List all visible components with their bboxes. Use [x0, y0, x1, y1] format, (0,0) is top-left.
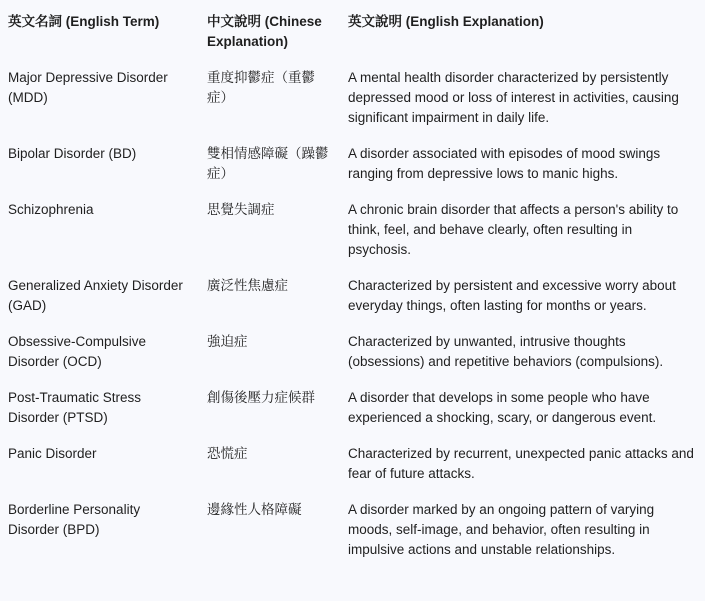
table-row — [0, 380, 705, 436]
table-row — [0, 492, 705, 568]
english-explanation-cell: Characterized by persistent and excessive worry about everyday things, often lasting for months or years. — [348, 278, 676, 313]
english-explanation-cell: A disorder associated with episodes of mood swings ranging from depressive lows to manic highs. — [348, 146, 661, 181]
english-explanation-cell: A disorder marked by an ongoing pattern of varying moods, self-image, and behavior, often resulting in impulsive actions and unstable relationships. — [348, 502, 655, 557]
english-explanation-cell: Characterized by unwanted, intrusive thoughts (obsessions) and repetitive behaviors (compulsions). — [348, 334, 664, 369]
english-explanation-cell: A mental health disorder characterized by persistently depressed mood or loss of interest in activities, causing significant impairment in daily life. — [348, 70, 679, 125]
english-term-cell: Post-Traumatic Stress Disorder (PTSD) — [8, 390, 142, 425]
table-row — [0, 60, 705, 136]
chinese-explanation-cell: 創傷後壓力症候群 — [207, 390, 315, 405]
chinese-explanation-cell: 重度抑鬱症（重鬱症） — [207, 70, 315, 105]
terms-table — [0, 4, 705, 568]
table-row — [0, 268, 705, 324]
english-term-cell: Schizophrenia — [8, 202, 94, 217]
english-explanation-cell: A disorder that develops in some people who have experienced a shocking, scary, or dangerous event. — [348, 390, 657, 425]
english-term-cell: Bipolar Disorder (BD) — [8, 146, 137, 161]
table-row — [0, 324, 705, 380]
english-term-cell: Panic Disorder — [8, 446, 97, 461]
english-term-cell: Obsessive-Compulsive Disorder (OCD) — [8, 334, 147, 369]
chinese-explanation-cell: 思覺失調症 — [207, 202, 275, 217]
chinese-explanation-cell: 強迫症 — [207, 334, 248, 349]
english-explanation-cell: A chronic brain disorder that affects a person's ability to think, feel, and behave clearly, often resulting in psychosis. — [348, 202, 679, 257]
chinese-explanation-cell: 恐慌症 — [207, 446, 248, 461]
english-explanation-cell: Characterized by recurrent, unexpected panic attacks and fear of future attacks. — [348, 446, 694, 481]
english-term-cell: Generalized Anxiety Disorder (GAD) — [8, 278, 183, 313]
header-english-term: 英文名詞 (English Term) — [8, 14, 160, 29]
chinese-explanation-cell: 雙相情感障礙（躁鬱症） — [207, 146, 329, 181]
header-english-explanation: 英文說明 (English Explanation) — [348, 14, 544, 29]
table-row — [0, 436, 705, 492]
table-row — [0, 136, 705, 192]
chinese-explanation-cell: 廣泛性焦慮症 — [207, 278, 288, 293]
english-term-cell: Borderline Personality Disorder (BPD) — [8, 502, 141, 537]
chinese-explanation-cell: 邊緣性人格障礙 — [207, 502, 302, 517]
table-row — [0, 192, 705, 268]
english-term-cell: Major Depressive Disorder (MDD) — [8, 70, 168, 105]
header-row — [0, 4, 705, 60]
header-chinese-explanation: 中文說明 (Chinese Explanation) — [207, 14, 322, 49]
